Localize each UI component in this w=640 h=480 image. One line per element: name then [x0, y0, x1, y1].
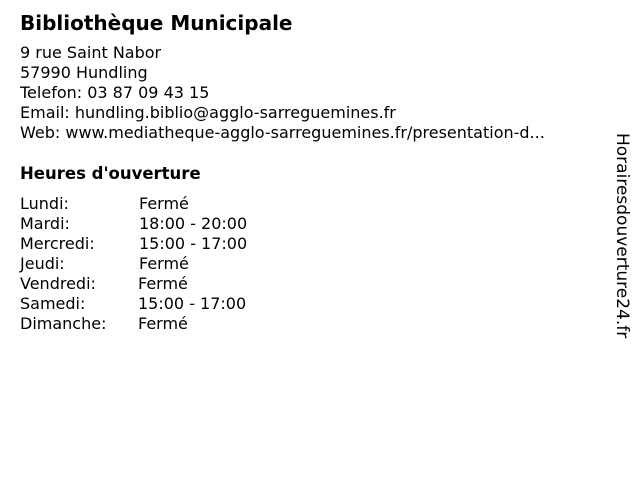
day-label: Samedi:	[20, 294, 86, 313]
day-hours: 18:00 - 20:00	[139, 214, 248, 233]
day-label: Lundi:	[20, 194, 69, 213]
day-label: Dimanche:	[20, 314, 107, 333]
hours-row-wednesday	[20, 234, 320, 254]
hours-row-friday	[20, 274, 320, 294]
address-block	[20, 43, 545, 143]
day-hours: Fermé	[139, 254, 189, 273]
street-address: 9 rue Saint Nabor	[20, 43, 162, 62]
day-hours: 15:00 - 17:00	[139, 234, 248, 253]
hours-row-saturday	[20, 294, 320, 314]
day-hours: 15:00 - 17:00	[138, 294, 247, 313]
day-hours: Fermé	[139, 194, 189, 213]
library-name: Bibliothèque Municipale	[20, 11, 293, 35]
hours-row-monday	[20, 194, 320, 214]
day-hours: Fermé	[138, 274, 188, 293]
email-address: Email: hundling.biblio@agglo-sarreguemines.fr	[20, 103, 396, 122]
day-label: Mardi:	[20, 214, 70, 233]
day-label: Mercredi:	[20, 234, 95, 253]
phone-number: Telefon: 03 87 09 43 15	[20, 83, 210, 102]
hours-row-tuesday	[20, 214, 320, 234]
hours-row-thursday	[20, 254, 320, 274]
day-label: Jeudi:	[20, 254, 65, 273]
opening-hours-table	[20, 194, 320, 334]
day-hours: Fermé	[138, 314, 188, 333]
opening-hours-title: Heures d'ouverture	[20, 164, 201, 183]
city-postal-code: 57990 Hundling	[20, 63, 148, 82]
website-url: Web: www.mediatheque-agglo-sarreguemines.fr/presentation-d...	[20, 123, 545, 142]
hours-row-sunday	[20, 314, 320, 334]
day-label: Vendredi:	[20, 274, 96, 293]
site-watermark: Horairesdouverture24.fr	[612, 133, 632, 339]
